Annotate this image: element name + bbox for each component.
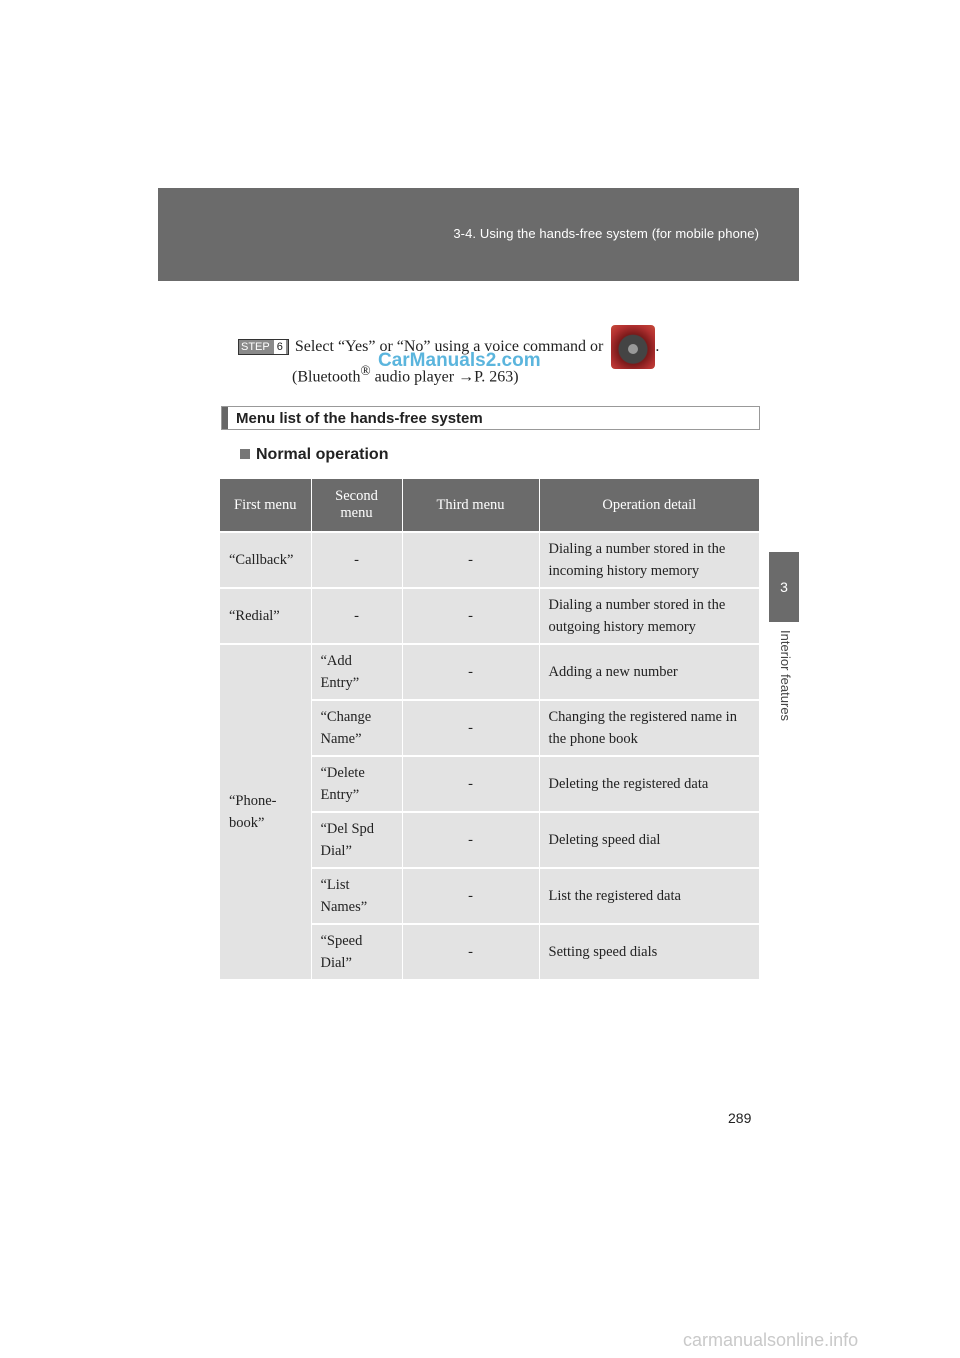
table-header-row: [220, 479, 759, 532]
cell-detail: Deleting speed dial: [539, 812, 759, 868]
step-badge: [238, 339, 289, 355]
section-title-bar: [221, 406, 760, 430]
cell-detail: List the registered data: [539, 868, 759, 924]
cell-second: -: [311, 532, 402, 588]
cell-third: -: [402, 924, 539, 979]
chapter-label: Interior features: [778, 630, 793, 722]
cell-first: “Callback”: [220, 532, 311, 588]
cell-second: “Del Spd Dial”: [311, 812, 402, 868]
cell-detail: Adding a new number: [539, 644, 759, 700]
header-band: [158, 188, 799, 281]
cell-third: -: [402, 756, 539, 812]
table-row: [220, 532, 759, 588]
cell-third: -: [402, 588, 539, 644]
header-operation-detail: Operation detail: [539, 479, 759, 532]
cell-third: -: [402, 700, 539, 756]
step-badge-label: STEP: [241, 341, 270, 353]
registered-mark: ®: [360, 363, 371, 378]
square-bullet-icon: [240, 449, 250, 459]
cell-third: -: [402, 812, 539, 868]
header-first-menu: First menu: [220, 479, 311, 532]
table-row: [220, 644, 759, 700]
cell-third: -: [402, 532, 539, 588]
header-second-menu: Second menu: [311, 479, 402, 532]
tune-knob-icon: [611, 325, 655, 369]
cell-third: -: [402, 868, 539, 924]
header-third-menu: Third menu: [402, 479, 539, 532]
cell-second: “Add Entry”: [311, 644, 402, 700]
step-end: .: [655, 338, 660, 355]
cell-first: “Redial”: [220, 588, 311, 644]
cell-detail: Deleting the registered data: [539, 756, 759, 812]
section-header: 3-4. Using the hands-free system (for mobile phone): [453, 226, 759, 241]
table-row: [220, 588, 759, 644]
chapter-tab: 3: [769, 552, 799, 622]
subheading-text: Normal operation: [256, 446, 389, 463]
section-title: Menu list of the hands-free system: [236, 409, 483, 427]
section-accent: [222, 407, 228, 429]
subheading: [240, 446, 388, 464]
cell-third: -: [402, 644, 539, 700]
cell-first-phonebook: “Phone-book”: [220, 644, 311, 979]
cell-second: “List Names”: [311, 868, 402, 924]
cell-detail: Setting speed dials: [539, 924, 759, 979]
step-sub-prefix: (Bluetooth: [292, 368, 361, 386]
cell-detail: Changing the registered name in the phone book: [539, 700, 759, 756]
cell-detail: Dialing a number stored in the incoming history memory: [539, 532, 759, 588]
cell-second: -: [311, 588, 402, 644]
cell-second: “Speed Dial”: [311, 924, 402, 979]
step-sub-suffix: audio player →P. 263): [370, 368, 519, 386]
step-number: 6: [274, 340, 286, 354]
watermark-bottom: carmanualsonline.info: [683, 1330, 859, 1350]
step-text: Select “Yes” or “No” using a voice command or: [294, 338, 604, 355]
watermark-top: CarManuals2.com: [378, 350, 541, 371]
menu-table: [220, 479, 759, 979]
cell-second: “Change Name”: [311, 700, 402, 756]
page-number: 289: [728, 1110, 752, 1126]
cell-second: “Delete Entry”: [311, 756, 402, 812]
cell-detail: Dialing a number stored in the outgoing history memory: [539, 588, 759, 644]
